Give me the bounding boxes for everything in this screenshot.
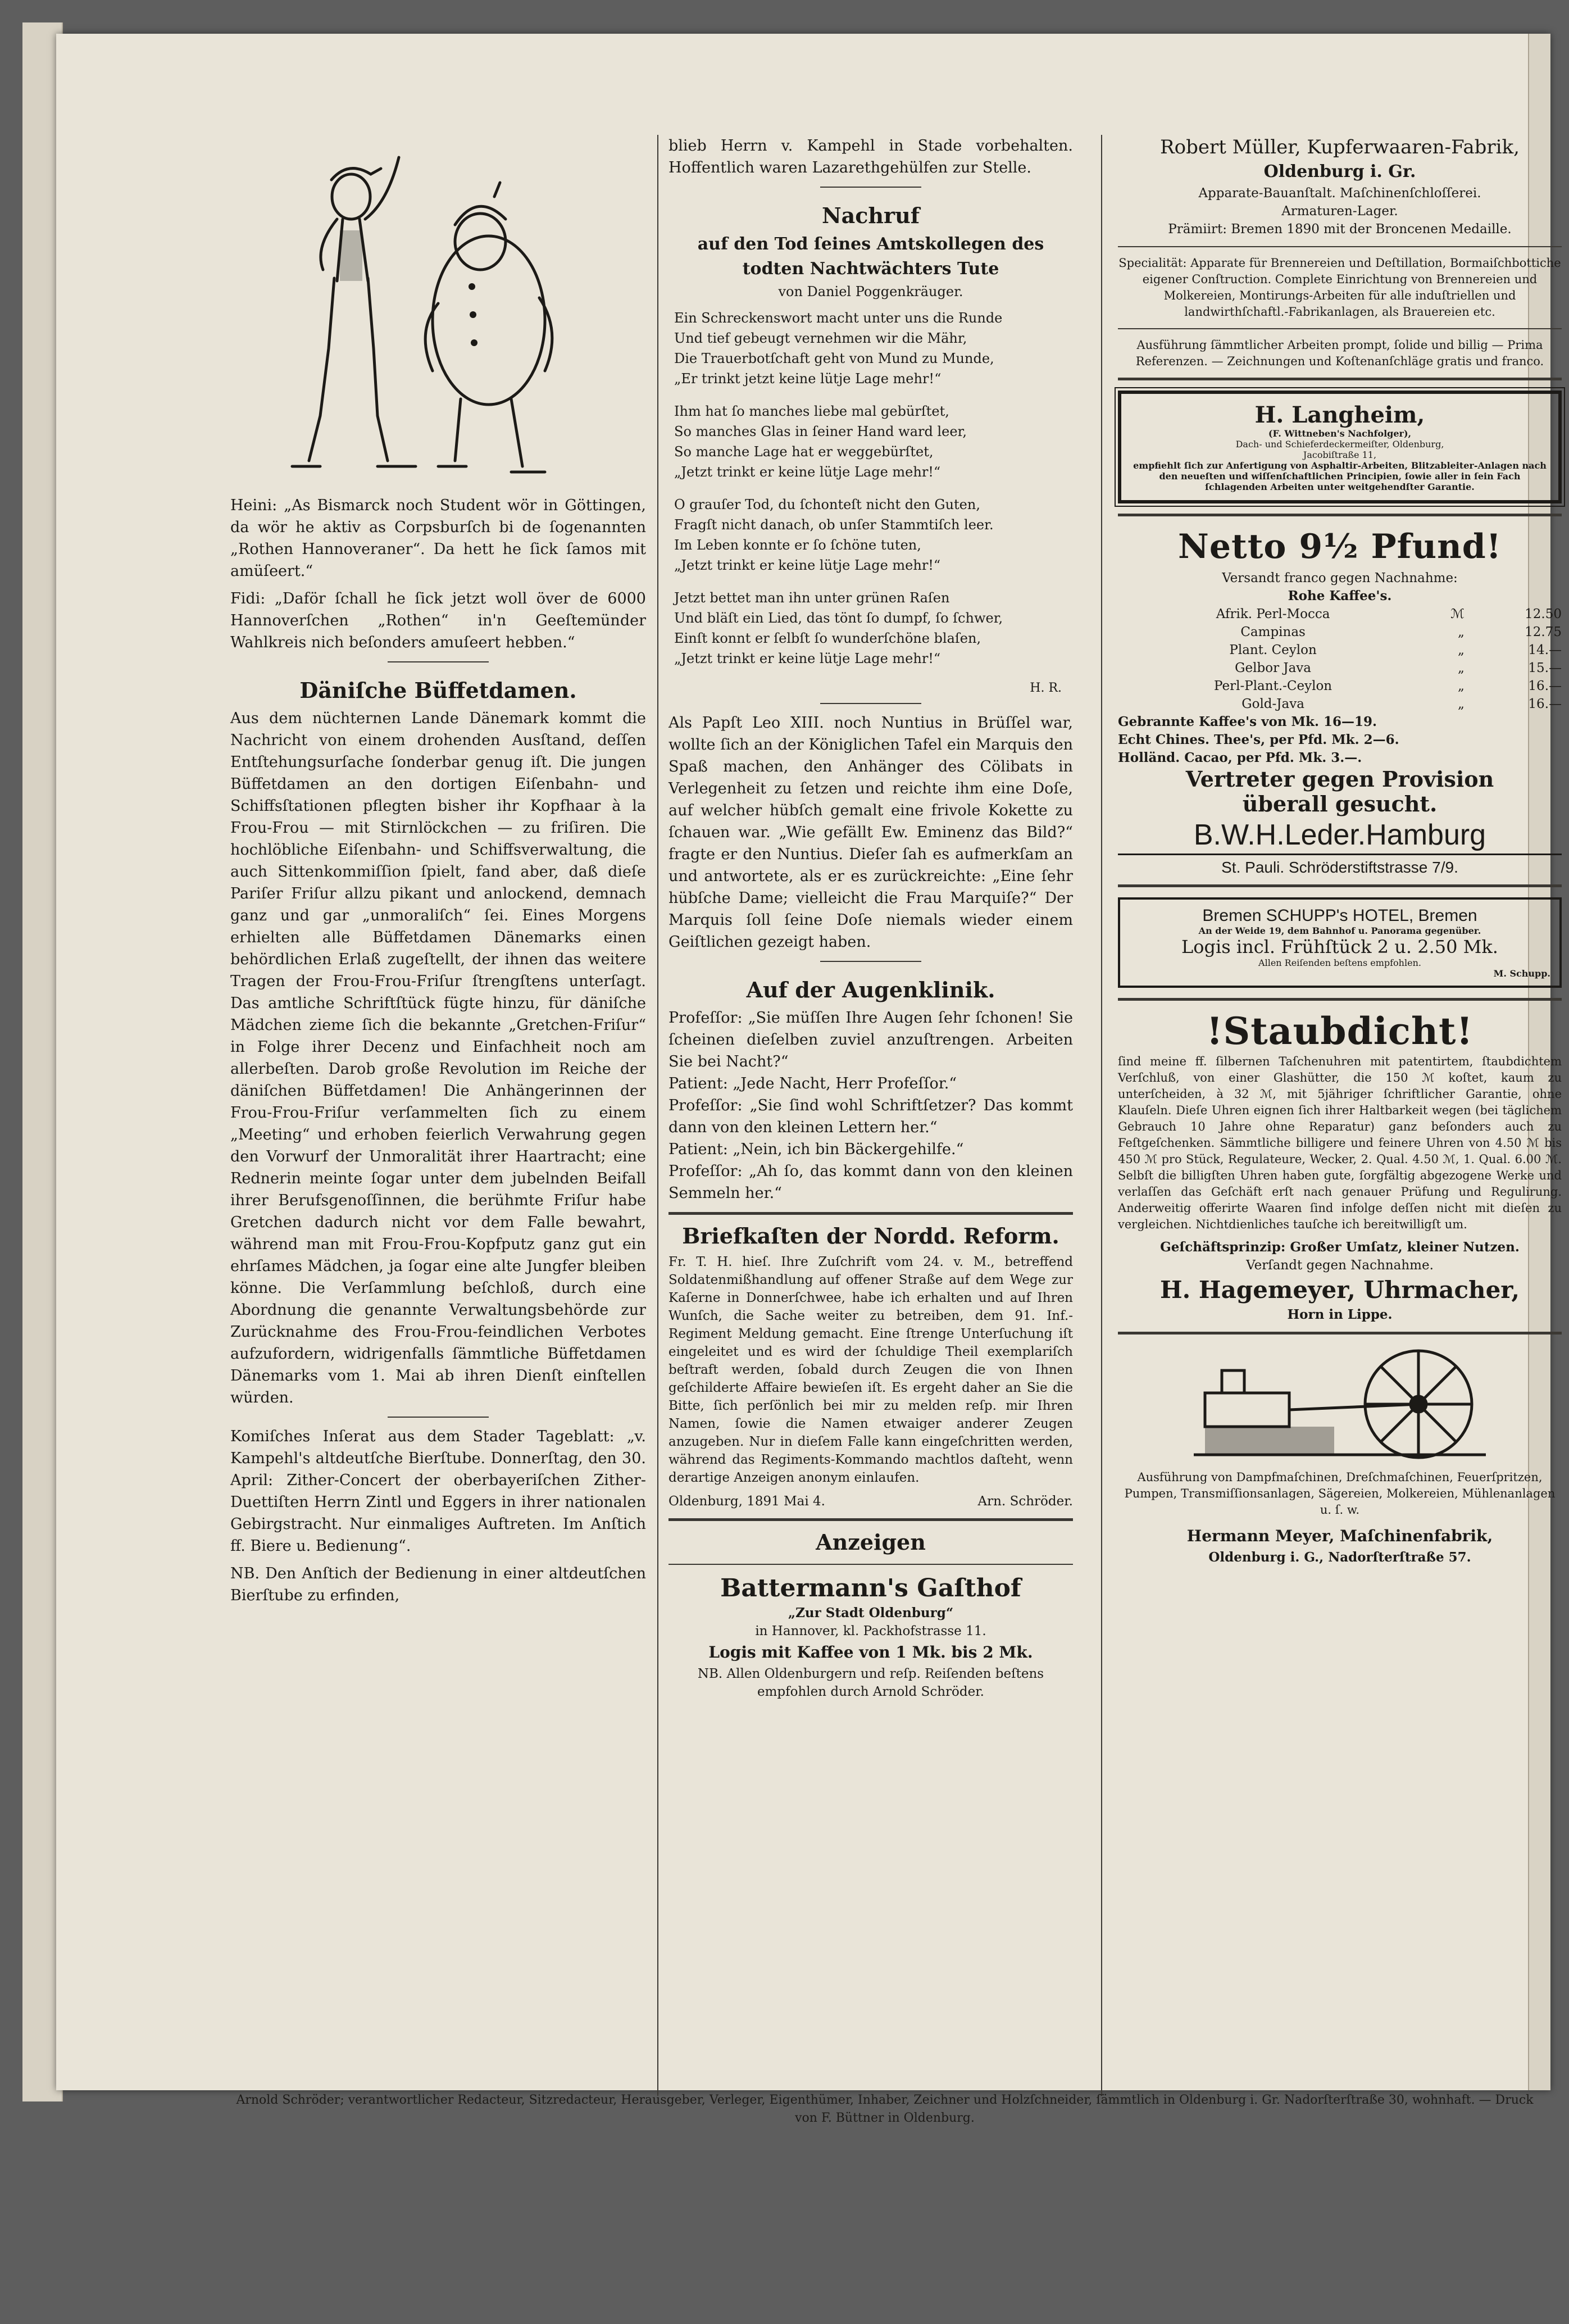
poem-line: Die Trauerbotſchaft geht von Mund zu Munde, <box>674 351 994 366</box>
divider <box>820 187 921 188</box>
section-title: Briefkaſten der Nordd. Reform. <box>682 1223 1059 1249</box>
ad-price: Logis incl. Frühſtück 2 u. 2.50 Mk. <box>1181 936 1498 957</box>
coffee-name: Campinas <box>1240 625 1306 639</box>
ad-subtitle: Rohe Kaffee's. <box>1288 588 1392 603</box>
ad-text: Ausführung von Dampfmaſchinen, Dreſchmaſchinen, Feuerſpritzen, Pumpen, Transmiſſionsanlagen, Sägereien, Molkereien, Mühlenanlagen u. ſ. w. <box>1124 1470 1556 1517</box>
ad-subtitle: Armaturen-Lager. <box>1281 204 1398 219</box>
dialog-line: Profeſſor: „Ah ſo, das kommt dann von den kleinen Semmeln her.“ <box>668 1163 1073 1202</box>
unit: „ <box>1457 679 1465 693</box>
dialog-line: Profeſſor: „Sie müſſen Ihre Augen ſehr ſchonen! Sie ſcheinen dieſelben zuviel anzuſtrengen. Arbeiten Sie bei Nacht?“ <box>668 1009 1073 1070</box>
price-row <box>1118 623 1562 641</box>
poem-line: „Jetzt trinkt er keine lütje Lage mehr!“ <box>674 557 941 573</box>
letter-signature: Arn. Schröder. <box>977 1494 1073 1509</box>
ad-address: An der Weide 19, dem Bahnhof u. Panorama gegenüber. <box>1198 925 1481 936</box>
ad-price: Logis mit Kaffee von 1 Mk. bis 2 Mk. <box>708 1643 1033 1662</box>
imprint-footer: Arnold Schröder; verantwortlicher Redacteur, Sitzredacteur, Herausgeber, Verleger, Eigenthümer, Inhaber, Zeichner und Holzſchneider, ſämmtlich in Oldenburg i. Gr. Nadorſterſtraße 30, wohnhaft. — Druck von F. Büttner in Oldenburg. <box>236 2093 1534 2125</box>
ad-title: Bremen SCHUPP's HOTEL, Bremen <box>1202 906 1477 925</box>
poem-line: So manche Lage hat er weggebürſtet, <box>674 444 934 460</box>
steam-engine-illustration <box>1183 1342 1497 1466</box>
ad-subtitle: Versandt franco gegen Nachnahme: <box>1222 571 1458 585</box>
ad-meyer <box>1118 1342 1562 1567</box>
poem-line: Jetzt bettet man ihn unter grünen Raſen <box>674 590 950 606</box>
section-title: Anzeigen <box>816 1529 926 1555</box>
poem-line: Im Leben konnte er ſo ſchöne tuten, <box>674 537 921 553</box>
poem-subtitle: todten Nachtwächters Tute <box>742 259 999 279</box>
letter-date: Oldenburg, 1891 Mai 4. <box>668 1494 825 1509</box>
dialog-line: Patient: „Nein, ich bin Bäckergehilfe.“ <box>668 1141 964 1158</box>
price: 12.50 <box>1525 607 1562 621</box>
ad-subtitle: (F. Wittneben's Nachfolger), <box>1268 428 1412 439</box>
price: 16.— <box>1528 697 1562 711</box>
ad-signature: M. Schupp. <box>1493 968 1550 979</box>
price-table <box>1118 605 1562 713</box>
price-row <box>1118 605 1562 623</box>
poem-line: „Jetzt trinkt er keine lütje Lage mehr!“ <box>674 464 941 480</box>
ad-title: Battermann's Gaſthof <box>720 1574 1021 1603</box>
letter-footer <box>668 1492 1073 1510</box>
ad-note: NB. Allen Oldenburgern und reſp. Reiſenden beſtens empfohlen durch Arnold Schröder. <box>697 1667 1044 1699</box>
divider <box>1118 328 1562 329</box>
price: 15.— <box>1528 661 1562 675</box>
ad-company: B.W.H.Leder.Hamburg <box>1118 816 1562 855</box>
article-paragraph: NB. Den Anſtich der Bedienung in einer altdeutſchen Bierſtube zu erfinden, <box>230 1565 646 1604</box>
ad-battermann <box>668 1573 1073 1701</box>
price-row <box>1118 659 1562 677</box>
ad-subtitle: Apparate-Bauanſtalt. Maſchinenſchloſſerei. <box>1198 186 1481 201</box>
divider <box>668 1212 1073 1215</box>
divider <box>668 1564 1073 1565</box>
ad-title: H. Langheim, <box>1254 402 1425 428</box>
cartoon-figures <box>230 135 646 494</box>
coffee-name: Plant. Ceylon <box>1229 643 1317 657</box>
poem-line: Und bläſt ein Lied, das tönt ſo dumpf, ſo ſchwer, <box>674 610 1003 626</box>
poem-line: Einſt konnt er ſelbſt ſo wunderſchöne blaſen, <box>674 630 981 646</box>
ad-city: Oldenburg i. Gr. <box>1263 162 1416 181</box>
price-row <box>1118 695 1562 713</box>
column-right <box>1118 135 1562 1567</box>
ad-subtitle: „Zur Stadt Oldenburg“ <box>788 1605 954 1621</box>
poem-author: von Daniel Poggenkräuger. <box>778 284 963 299</box>
poem-line: Und tief gebeugt vernehmen wir die Mähr, <box>674 330 967 346</box>
ad-address: St. Pauli. Schröderstiftstrasse 7/9. <box>1221 859 1458 876</box>
poem-signature: H. R. <box>1030 681 1062 695</box>
ad-company: Hermann Meyer, Maſchinenfabrik, <box>1186 1527 1493 1545</box>
ad-mueller <box>1118 135 1562 370</box>
ad-note: Allen Reiſenden beſtens empfohlen. <box>1258 957 1421 968</box>
divider <box>1118 998 1562 1001</box>
ad-address: Oldenburg i. G., Nadorſterſtraße 57. <box>1208 1550 1471 1565</box>
coffee-name: Gold-Java <box>1241 697 1304 711</box>
divider <box>1118 1332 1562 1335</box>
newspaper-page <box>56 34 1562 2125</box>
ad-title: Robert Müller, Kupferwaaren-Fabrik, <box>1160 136 1520 158</box>
ad-headline: Vertreter gegen Provision <box>1185 766 1494 792</box>
ad-line: Echt Chines. Thee's, per Pfd. Mk. 2—6. <box>1118 732 1399 747</box>
divider <box>820 961 921 962</box>
poem-line: „Er trinkt jetzt keine lütje Lage mehr!“ <box>674 371 942 387</box>
article-paragraph: blieb Herrn v. Kampehl in Stade vorbehalten. Hoffentlich waren Lazarethgehülfen zur Stelle. <box>668 137 1073 176</box>
poem-line: „Jetzt trinkt er keine lütje Lage mehr!“ <box>674 651 941 666</box>
divider <box>388 661 489 662</box>
divider <box>388 1417 489 1418</box>
ad-leder <box>1118 524 1562 877</box>
dialog-line: Patient: „Jede Nacht, Herr Profeſſor.“ <box>668 1075 957 1092</box>
divider <box>820 703 921 704</box>
price-row <box>1118 641 1562 659</box>
ad-text: empfiehlt ſich zur Anfertigung von Asphaltir-Arbeiten, Blitzableiter-Anlagen nach den neueſten und wiſſenſchaftlichen Principien, ſowie aller in ſein Fach ſchlagenden Arbeiten unter weitgehendſter Garantie. <box>1133 460 1547 492</box>
poem-line: So manches Glas in ſeiner Hand ward leer, <box>674 424 967 439</box>
ad-text: Ausführung ſämmtlicher Arbeiten prompt, ſolide und billig — Prima Referenzen. — Zeichnungen und Koſtenanſchläge gratis und franco. <box>1135 338 1544 368</box>
ad-prize: Prämiirt: Bremen 1890 mit der Broncenen Medaille. <box>1168 222 1512 237</box>
unit: ℳ <box>1450 607 1465 621</box>
price: 12.75 <box>1525 625 1562 639</box>
ad-address: Jacobiſtraße 11, <box>1303 450 1377 460</box>
unit: „ <box>1457 625 1465 639</box>
poem-title: Nachruf <box>821 203 920 228</box>
dialog-line: Heini: „As Bismarck noch Student wör in Göttingen, da wör he aktiv as Corpsburſch bi de ſogenannten „Rothen Hannoveraner“. Da hett he ſick ſamos mit amüſeert.“ <box>230 497 646 580</box>
article-title: Auf der Augenklinik. <box>746 977 995 1002</box>
poem-stanza <box>674 401 1073 482</box>
ad-line: Geſchäftsprinzip: Großer Umſatz, kleiner Nutzen. <box>1160 1240 1520 1255</box>
coffee-name: Afrik. Perl-Mocca <box>1216 607 1330 621</box>
poem-stanza <box>674 588 1073 669</box>
divider <box>1118 884 1562 887</box>
ad-line: Gebrannte Kaffee's von Mk. 16—19. <box>1118 714 1377 729</box>
ad-line: Verſandt gegen Nachnahme. <box>1246 1258 1434 1273</box>
poem-line: Ihm hat ſo manches liebe mal gebürſtet, <box>674 403 949 419</box>
ad-headline: !Staubdicht! <box>1206 1009 1474 1053</box>
dialog-line: Profeſſor: „Sie ſind wohl Schriftſetzer? Das kommt dann von den kleinen Lettern her.“ <box>668 1097 1073 1136</box>
poem-stanza <box>674 308 1073 389</box>
ad-hagemeyer <box>1118 1009 1562 1324</box>
coffee-name: Perl-Plant.-Ceylon <box>1214 679 1332 693</box>
column-rule <box>1101 135 1102 2096</box>
poem-line: Ein Schreckenswort macht unter uns die Runde <box>674 310 1003 326</box>
divider <box>668 1518 1073 1521</box>
ad-schupp-hotel <box>1118 897 1562 988</box>
column-middle <box>668 135 1073 1701</box>
ad-text: Specialität: Apparate für Brennereien und Deſtillation, Bormaiſchbottiche eigener Conſtruction. Complete Einrichtung von Brennereien und Molkereien, Montirungs-Arbeiten für alle induſtriellen und landwirthſchaftl.-Fabrikanlagen, als Brauereien etc. <box>1118 256 1561 319</box>
poem-subtitle: auf den Tod ſeines Amtskollegen des <box>697 234 1044 254</box>
divider <box>1118 378 1562 380</box>
dialog-line: Fidi: „Daför ſchall he ſick jetzt woll över de 6000 Hannoverſchen „Rothen“ in'n Geeſtemünder Wahlkreis nich beſonders amuſeert hebben.“ <box>230 590 646 651</box>
column-rule <box>657 135 658 2096</box>
ad-trade: Dach- und Schieferdeckermeiſter, Oldenburg, <box>1235 439 1444 450</box>
price-row <box>1118 677 1562 695</box>
ad-text: ſind meine ff. ſilbernen Taſchenuhren mit patentirtem, ſtaubdichtem Verſchluß, von einer Glashütter, die 150 ℳ koſtet, kaum zu unterſcheiden, à 32 ℳ, mit 5jähriger ſchriftlicher Garantie, ohne Klauſeln. Dieſe Uhren eignen ſich ihrer Haltbarkeit wegen (bei täglichem Gebrauch 10 Jahre ohne Reparatur) ganz beſonders auch zu Feſtgeſchenken. Sämmtliche billigere und feinere Uhren von 4.50 ℳ bis 450 ℳ pro Stück, Regulateure, Wecker, 2. Qual. 4.50 ℳ, 1. Qual. 6.00 ℳ. Selbſt die billigſten Uhren haben gute, ſorgfältig abgezogene Werke und verlaſſen das Geſchäft erſt nach genauer Prüfung und Regulirung. Anderweitig offerirte Waaren ſind infolge deſſen nicht mit dieſen zu vergleichen. Nichtdienliches tauſche ich bereitwilligſt um. <box>1118 1055 1562 1231</box>
unit: „ <box>1457 661 1465 675</box>
article-paragraph: Aus dem nüchternen Lande Dänemark kommt die Nachricht von einem drohenden Ausſtand, deſſen Entſtehungsurſache ſonderbar genug iſt. Die jungen Büffetdamen an den dortigen Eiſenbahn- und Schiffsſtationen pflegten bisher ihr Kopfhaar à la Frou-Frou — mit Stirnlöckchen — zu friſiren. Die hochlöbliche Eiſenbahn- und Schiffsverwaltung, die auch Sittenkommiſſion ſpielt, fand aber, daß dieſe Pariſer Friſur allzu pikant und anlockend, demnach ganz und gar „unmoraliſch“ ſei. Eines Morgens erhielten alle Büffetdamen Dänemarks einen behördlichen Erlaß zugeſtellt, der ihnen das weitere Tragen der Frou-Frou-Friſur ſtrengſtens unterſagt. Das amtliche Schriftſtück fügte hinzu, für däniſche Mädchen zieme ſich die bekannte „Gretchen-Friſur“ in Folge ihrer Decenz und Einfachheit noch am allerbeſten. Darob große Revolution im Reiche der däniſchen Büffetdamen! Die Anhängerinnen der Frou-Frou-Friſur verſammelten ſich zu einem „Meeting“ und erhoben feierlich Verwahrung gegen den Vorwurf der Unmoralität ihrer Haartracht; eine Rednerin meinte ſogar unter dem jubelnden Beifall ihrer Berufsgenoſſinnen, die berühmte Friſur habe Gretchen dadurch nicht vor dem Falle bewahrt, während man mit Frou-Frou-Kopfputz ganz gut ein ehrſames Mädchen, ja ſogar eine alte Jungfer bleiben könne. Die Verſammlung beſchloß, durch eine Abordnung die genannte Verwaltungsbehörde zur Zurücknahme des Frou-Frou-feindlichen Verbotes aufzufordern, widrigenfalls ſämmtliche Büffetdamen Dänemarks vom 1. Mai ab ihren Dienſt einſtellen würden. <box>230 710 646 1406</box>
ad-company: H. Hagemeyer, Uhrmacher, <box>1160 1276 1520 1304</box>
ad-line: Holländ. Cacao, per Pfd. Mk. 3.—. <box>1118 750 1362 765</box>
article-title: Däniſche Büffetdamen. <box>299 678 577 703</box>
divider <box>1118 246 1562 247</box>
ad-address: in Hannover, kl. Packhofstrasse 11. <box>755 1624 986 1638</box>
coffee-name: Gelbor Java <box>1235 661 1312 675</box>
poem-stanza <box>674 494 1073 575</box>
article-paragraph: Komiſches Inſerat aus dem Stader Tageblatt: „v. Kampehl's altdeutſche Bierſtube. Donnerſtag, den 30. April: Zither-Concert der oberbayeriſchen Zither-Duettiſten Herrn Zintl und Eggers in ihrer nationalen Gebirgstracht. Nur einmaliges Auftreten. Im Anſtich ff. Biere u. Bedienung“. <box>230 1428 646 1555</box>
poem-line: Fragſt nicht danach, ob unſer Stammtiſch leer. <box>674 517 994 533</box>
price: 16.— <box>1528 679 1562 693</box>
poem-line: O grauſer Tod, du ſchonteſt nicht den Guten, <box>674 497 980 512</box>
article-paragraph: Als Papſt Leo XIII. noch Nuntius in Brüſſel war, wollte ſich an der Königlichen Tafel ein Marquis den Spaß machen, den Anhänger des Cölibats in Verlegenheit zu ſetzen und reichte ihm eine Doſe, auf welcher hübſch gemalt eine frivole Kokette zu ſchauen war. „Wie gefällt Ew. Eminenz das Bild?“ fragte er den Nuntius. Dieſer ſah es aufmerkſam an und antwortete, als er es zurückreichte: „Eine ſehr hübſche Dame; vielleicht die Frau Marquiſe?“ Der Marquis ſoll ſeine Doſe niemals wieder einem Geiſtlichen gezeigt haben. <box>668 714 1073 951</box>
cartoon-illustration <box>230 135 646 494</box>
steam-engine-drawing <box>1183 1342 1497 1466</box>
unit: „ <box>1457 643 1465 657</box>
column-left <box>230 135 646 1612</box>
ad-headline: Netto 9½ Pfund! <box>1177 527 1502 566</box>
ad-address: Horn in Lippe. <box>1287 1307 1393 1322</box>
price: 14.— <box>1528 643 1562 657</box>
ad-headline: überall gesucht. <box>1242 791 1438 816</box>
ad-langheim <box>1118 391 1562 503</box>
unit: „ <box>1457 697 1465 711</box>
divider <box>1118 514 1562 516</box>
letter-text: Fr. T. H. hieſ. Ihre Zuſchrift vom 24. v. M., betreffend Soldatenmißhandlung auf offener Straße auf dem Wege zur Kaſerne in Donnerſchwee, habe ich erhalten und auf Ihren Wunſch, die Sache weiter zu betreiben, dem 91. Inf.-Regiment Meldung gemacht. Eine ſtrenge Unterſuchung iſt eingeleitet und es wird der ſchuldige Theil exemplariſch beſtraft werden, ſobald durch Zeugen die von Ihnen geſchilderte Affaire bewieſen iſt. Es ergeht daher an Sie die Bitte, ſich perſönlich bei mir zu melden reſp. mir Ihren Namen, ſowie die Namen etwaiger anderer Zeugen anzugeben. Nur in dieſem Falle kann eingeſchritten werden, während das Regiments-Kommando machtlos daſteht, wenn derartige Anzeigen anonym einlaufen. <box>668 1255 1073 1485</box>
